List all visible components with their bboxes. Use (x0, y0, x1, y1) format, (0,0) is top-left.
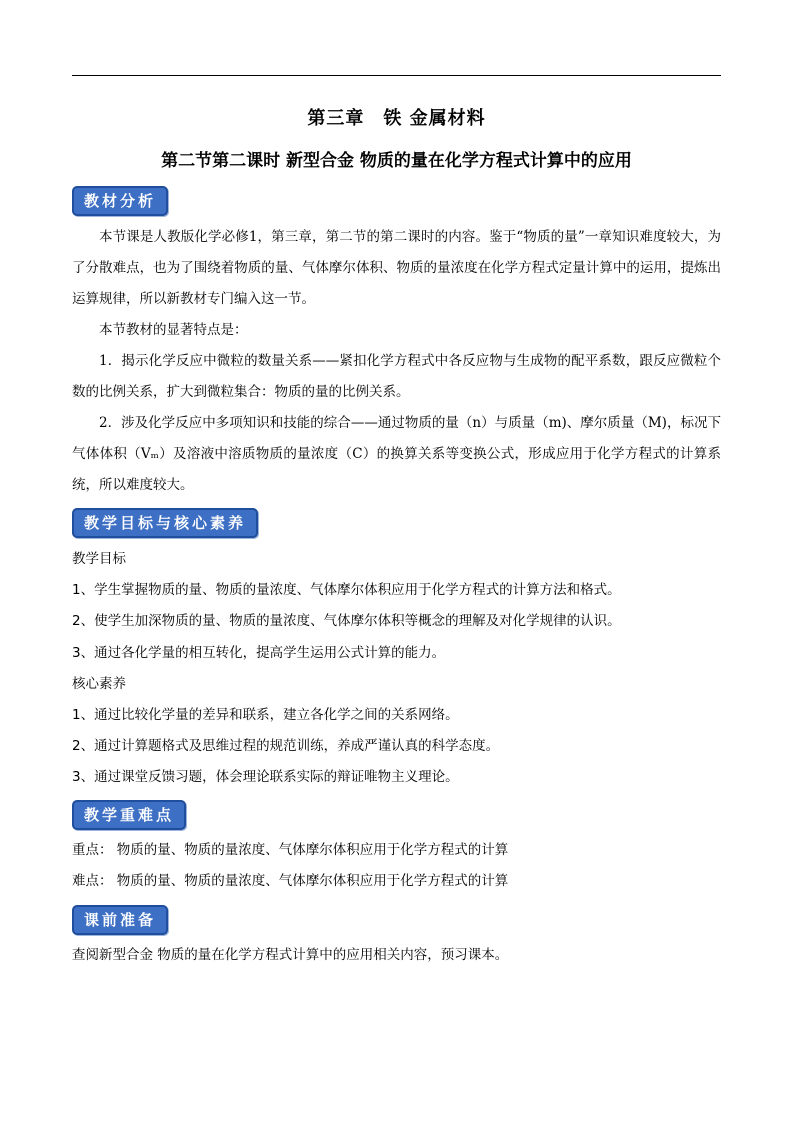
chapter-title: 第三章 铁 金属材料 (307, 108, 486, 129)
lesson-title: 第二节第二课时 新型合金 物质的量在化学方程式计算中的应用 (161, 151, 632, 171)
section-badge-analysis: 教材分析 (72, 186, 168, 216)
difficult-point: 难点： 物质的量、物质的量浓度、气体摩尔体积应用于化学方程式的计算 (72, 873, 509, 889)
analysis-paragraph-features: 本节教材的显著特点是： (99, 322, 248, 338)
goal-item-1: 1、学生掌握物质的量、物质的量浓度、气体摩尔体积应用于化学方程式的计算方法和格式。 (72, 582, 621, 598)
section-badge-goals: 教学目标与核心素养 (72, 508, 258, 538)
key-point: 重点： 物质的量、物质的量浓度、气体摩尔体积应用于化学方程式的计算 (72, 842, 509, 858)
core-item-1: 1、通过比较化学量的差异和联系，建立各化学之间的关系网络。 (72, 707, 459, 723)
section-badge-key-points: 教学重难点 (72, 800, 186, 830)
core-item-3: 3、通过课堂反馈习题，体会理论联系实际的辩证唯物主义理论。 (72, 769, 459, 785)
core-item-2: 2、通过计算题格式及思维过程的规范训练，养成严谨认真的科学态度。 (72, 738, 500, 754)
core-heading: 核心素养 (72, 676, 126, 692)
goal-item-3: 3、通过各化学量的相互转化，提高学生运用公式计算的能力。 (72, 645, 446, 661)
goal-item-2: 2、使学生加深物质的量、物质的量浓度、气体摩尔体积等概念的理解及对化学规律的认识。 (72, 613, 621, 629)
analysis-point-2: 2．涉及化学反应中多项知识和技能的综合——通过物质的量（n）与质量（m)、摩尔质量（M)，标况下气体体积（Vₘ）及溶液中溶质物质的量浓度（C）的换算关系等变换公式，形成应用于化学方程式的计算系统，所以难度较大。 (72, 415, 721, 493)
goals-heading: 教学目标 (72, 551, 126, 567)
analysis-paragraph-intro: 本节课是人教版化学必修1，第三章，第二节的第二课时的内容。鉴于“物质的量”一章知识难度较大，为了分散难点，也为了围绕着物质的量、气体摩尔体积、物质的量浓度在化学方程式定量计算中的运用，提炼出运算规律，所以新教材专门编入这一节。 (72, 229, 721, 307)
analysis-point-1: 1．揭示化学反应中微粒的数量关系——紧扣化学方程式中各反应物与生成物的配平系数，跟反应微粒个数的比例关系，扩大到微粒集合：物质的量的比例关系。 (72, 353, 721, 400)
section-badge-prep: 课前准备 (72, 905, 168, 935)
prep-text: 查阅新型合金 物质的量在化学方程式计算中的应用相关内容，预习课本。 (72, 947, 509, 963)
header-rule (72, 75, 721, 76)
